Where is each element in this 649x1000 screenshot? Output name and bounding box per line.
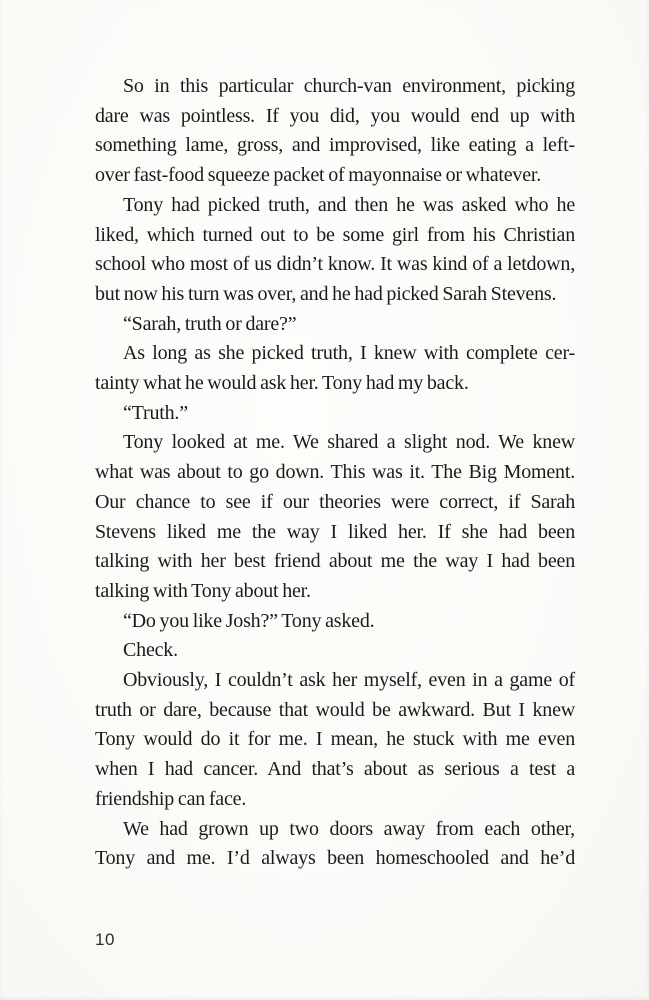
text-line: As long as she picked truth, I knew with complete cer-: [123, 342, 575, 365]
text-line: Stevens liked me the way I liked her. If she had been: [95, 520, 575, 543]
paragraph: [95, 72, 575, 191]
text-line: Tony had picked truth, and then he was asked who he: [123, 193, 575, 216]
text-line: truth or dare, because that would be awkward. But I knew: [95, 698, 575, 721]
text-line: “Truth.”: [123, 401, 188, 424]
text-line: “Do you like Josh?” Tony asked.: [123, 609, 375, 632]
text-line: Obviously, I couldn’t ask her myself, even in a game of: [123, 669, 575, 692]
page-text: [95, 72, 575, 874]
paragraph: [95, 636, 575, 666]
paragraph: [95, 428, 575, 606]
paragraph: [95, 815, 575, 874]
text-line: school who most of us didn’t know. It was kind of a letdown,: [95, 253, 575, 276]
text-line: over fast-food squeeze packet of mayonnaise or whatever.: [95, 164, 542, 187]
page-number: 10: [95, 930, 115, 949]
text-line: Check.: [123, 639, 178, 662]
text-line: talking with Tony about her.: [95, 579, 311, 602]
text-line: but now his turn was over, and he had picked Sarah Stevens.: [95, 282, 557, 305]
paragraph: [95, 399, 575, 429]
paragraph: [95, 310, 575, 340]
text-line: So in this particular church-van environment, picking: [123, 75, 575, 97]
text-line: “Sarah, truth or dare?”: [123, 312, 297, 335]
paragraph: [95, 191, 575, 310]
text-line: dare was pointless. If you did, you would end up with: [95, 104, 575, 127]
text-line: Tony and me. I’d always been homeschooled and he’d: [95, 847, 575, 870]
text-line: something lame, gross, and improvised, like eating a left-: [95, 134, 575, 157]
text-line: Tony looked at me. We shared a slight nod. We knew: [123, 431, 575, 454]
paragraph: [95, 339, 575, 398]
text-line: Our chance to see if our theories were correct, if Sarah: [95, 490, 575, 513]
text-line: when I had cancer. And that’s about as serious a test a: [95, 758, 575, 781]
text-line: friendship can face.: [95, 787, 247, 810]
text-line: talking with her best friend about me the way I had been: [95, 550, 575, 573]
text-line: Tony would do it for me. I mean, he stuck with me even: [95, 728, 575, 751]
text-line: liked, which turned out to be some girl from his Christian: [95, 223, 575, 246]
paragraph: [95, 607, 575, 637]
text-line: tainty what he would ask her. Tony had my back.: [95, 372, 469, 395]
text-line: what was about to go down. This was it. The Big Moment.: [95, 461, 575, 484]
paragraph: [95, 666, 575, 815]
text-line: We had grown up two doors away from each other,: [123, 817, 575, 840]
